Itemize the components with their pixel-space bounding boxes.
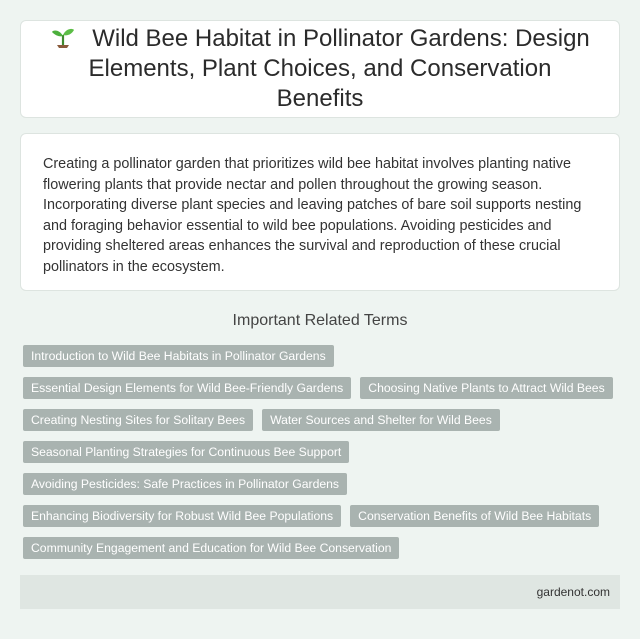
related-term-tag[interactable]: Community Engagement and Education for Wild Bee Conservation [23,537,399,559]
sprout-icon [50,26,76,48]
related-terms-list [23,345,623,569]
related-term-tag[interactable]: Introduction to Wild Bee Habitats in Pollinator Gardens [23,345,334,367]
intro-paragraph: Creating a pollinator garden that prioritizes wild bee habitat involves planting native flowering plants that provide nectar and pollen throughout the growing season. Incorporating diverse plant species and leaving patches of bare soil supports nesting and foraging behavior essential to wild bee populations. Avoiding pesticides and providing sheltered areas enhances the survival and reproduction of these crucial pollinators in the ecosystem. [43,156,582,275]
site-link[interactable]: gardenot.com [536,585,610,599]
related-term-tag[interactable]: Creating Nesting Sites for Solitary Bees [23,409,253,431]
related-term-tag[interactable]: Avoiding Pesticides: Safe Practices in Pollinator Gardens [23,473,347,495]
related-terms-heading: Important Related Terms [232,312,408,329]
related-term-tag[interactable]: Enhancing Biodiversity for Robust Wild Bee Populations [23,505,341,527]
intro-card [20,133,620,291]
related-term-tag[interactable]: Essential Design Elements for Wild Bee-Friendly Gardens [23,377,351,399]
footer-bar [20,575,620,609]
related-term-tag[interactable]: Water Sources and Shelter for Wild Bees [262,409,500,431]
title-card [20,20,620,118]
related-term-tag[interactable]: Seasonal Planting Strategies for Continuous Bee Support [23,441,349,463]
related-term-tag[interactable]: Conservation Benefits of Wild Bee Habitats [350,505,599,527]
page-title-text: Wild Bee Habitat in Pollinator Gardens: Design Elements, Plant Choices, and Conservation Benefits [88,25,590,112]
page-title [21,24,619,114]
related-term-tag[interactable]: Choosing Native Plants to Attract Wild Bees [360,377,612,399]
